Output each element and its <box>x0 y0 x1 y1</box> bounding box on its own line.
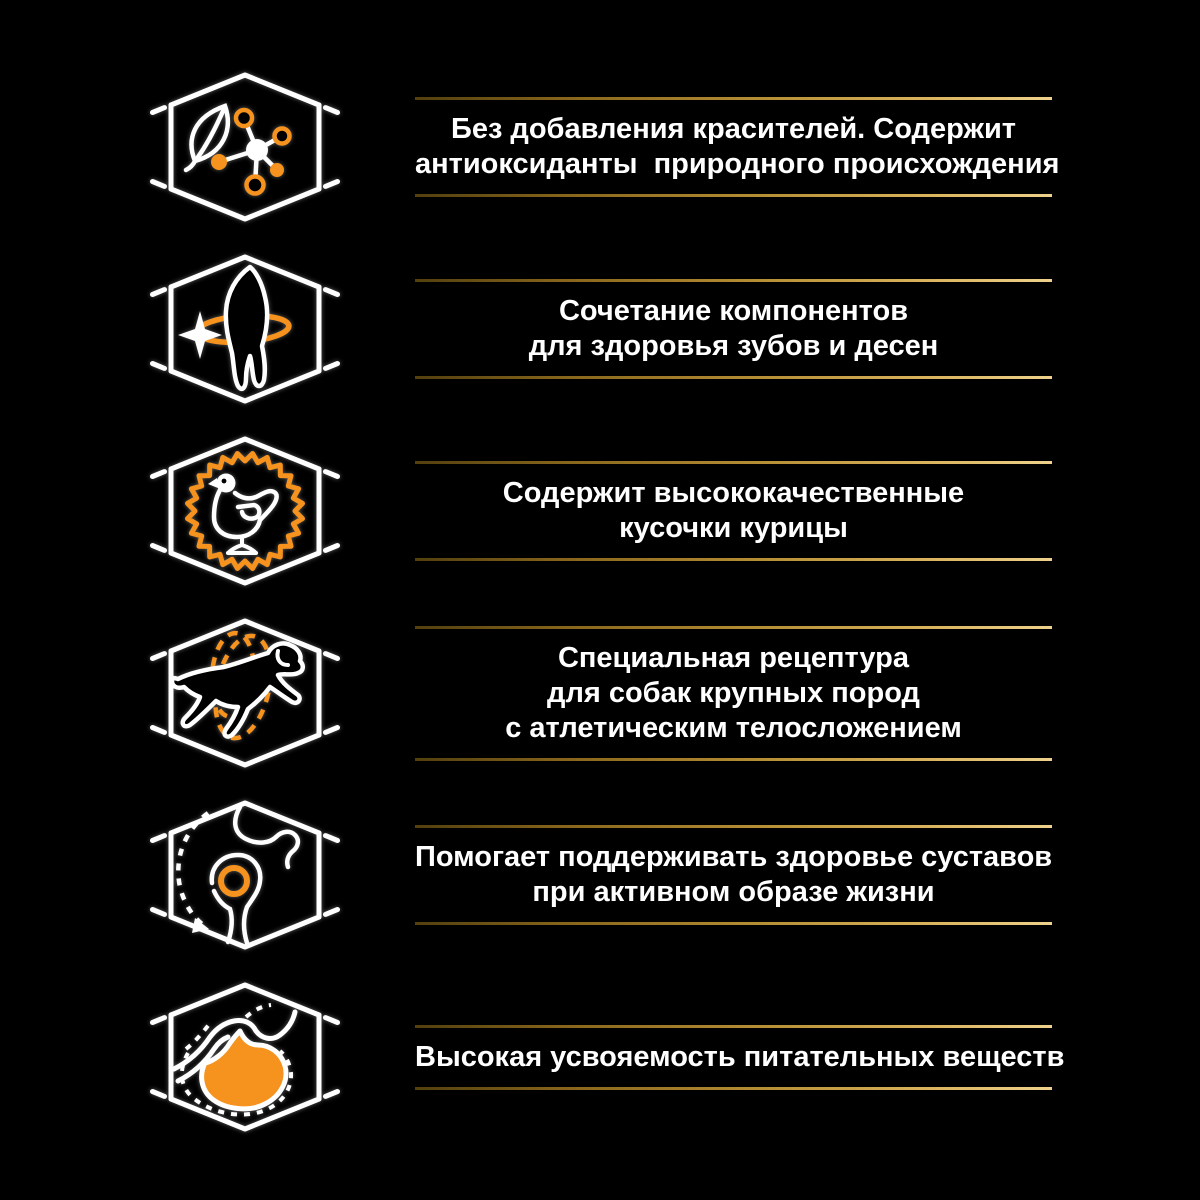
feature-text-block <box>415 97 1060 197</box>
hexagon-badge <box>150 433 340 589</box>
feature-text <box>415 282 1052 376</box>
feature-text <box>415 464 1052 558</box>
hexagon-badge <box>150 615 340 771</box>
gold-divider <box>415 376 1052 379</box>
hexagon-badge <box>150 69 340 225</box>
feature-text-line: Сочетание компонентов <box>558 295 909 327</box>
feature-text-block <box>415 1025 1065 1090</box>
gold-divider <box>415 922 1052 925</box>
feature-text <box>415 100 1060 194</box>
feature-text-line: для здоровья зубов и десен <box>528 330 939 362</box>
tooth-shine-icon <box>150 251 340 407</box>
feature-row <box>0 56 1200 238</box>
feature-text <box>415 629 1052 758</box>
feature-text-line: с атлетическим телосложением <box>505 711 962 744</box>
gold-divider <box>415 1087 1052 1090</box>
gold-divider <box>415 558 1052 561</box>
feature-text <box>415 1028 1065 1087</box>
feature-text-line: кусочки курицы <box>619 512 848 544</box>
joint-health-icon <box>150 797 340 953</box>
stomach-digestion-icon <box>150 979 340 1135</box>
feature-row <box>0 966 1200 1148</box>
feature-text-line: Содержит высококачественные <box>502 477 965 509</box>
feature-text-block <box>415 461 1052 561</box>
hexagon-badge <box>150 797 340 953</box>
chicken-quality-icon <box>150 433 340 589</box>
feature-text-line: антиоксиданты природного происхождения <box>415 148 1060 180</box>
feature-row <box>0 784 1200 966</box>
feature-text <box>415 828 1052 922</box>
gold-divider <box>415 194 1052 197</box>
feature-text-line: Без добавления красителей. Содержит <box>450 113 1017 145</box>
feature-text-block <box>415 825 1052 925</box>
athletic-dog-icon <box>150 615 340 771</box>
feature-text-block <box>415 626 1052 761</box>
feature-row <box>0 420 1200 602</box>
hexagon-badge <box>150 251 340 407</box>
feature-text-line: Специальная рецептура <box>557 641 910 674</box>
feature-text-line: Помогает поддерживать здоровье суставов <box>415 841 1053 873</box>
gold-divider <box>415 758 1052 761</box>
hexagon-badge <box>150 979 340 1135</box>
feature-row <box>0 238 1200 420</box>
feature-text-block <box>415 279 1052 379</box>
leaf-molecule-icon <box>150 69 340 225</box>
feature-text-line: Высокая усвояемость питательных веществ <box>415 1040 1065 1073</box>
feature-text-line: для собак крупных пород <box>547 676 920 709</box>
feature-text-line: при активном образе жизни <box>532 876 935 908</box>
feature-row <box>0 602 1200 784</box>
